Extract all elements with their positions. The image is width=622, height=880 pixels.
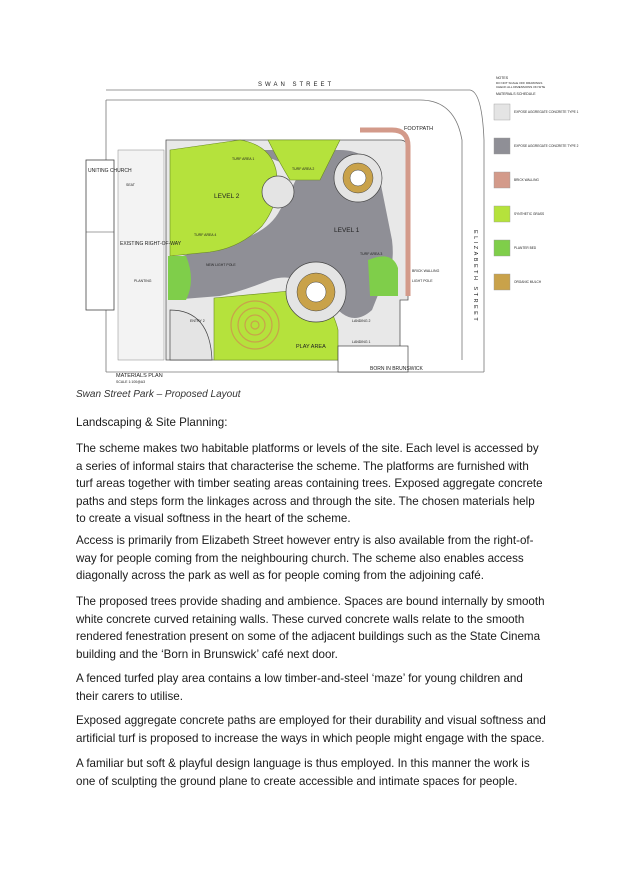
legend-label: EXPOSE AGGREGATE CONCRETE TYPE 2: [514, 144, 579, 148]
legend-label: BRICK WALLING: [514, 178, 539, 182]
turf-area-4-label: TURF AREA 4: [194, 233, 217, 237]
legend-swatch: [494, 274, 510, 290]
turf-area-3-label: TURF AREA 3: [360, 252, 383, 256]
paragraph-access: Access is primarily from Elizabeth Street however entry is also available from the right-of-way for people coming from the neighbouring church. The scheme also enables access diagonally across the park as well as for people coming from the adjoining café.: [76, 534, 534, 582]
legend-note-1: DO NOT SCALE OFF DRAWINGS: [496, 81, 543, 85]
legend-swatch: [494, 138, 510, 154]
legend-label: SYNTHETIC GRASS: [514, 212, 545, 216]
uniting-church-label: UNITING CHURCH: [88, 168, 132, 174]
born-in-brunswick-label: BORN IN BRUNSWICK: [370, 366, 423, 372]
legend-note-2: CHECK ALL DIMENSIONS ON SITE: [496, 85, 546, 89]
paragraph-platforms: The scheme makes two habitable platforms or levels of the site. Each level is accessed by a series of informal stairs that characterise the scheme. The platforms are furnished with turf areas together with timber seating areas containing trees. Exposed aggregate concrete paths and steps form the linkages across and through the site. The chosen materials help to create a visual softness in the heart of the scheme.: [76, 442, 543, 525]
turf-area-1-label: TURF AREA 1: [232, 157, 255, 161]
legend-label: PLANTER BED: [514, 246, 537, 250]
legend-label: EXPOSE AGGREGATE CONCRETE TYPE 1: [514, 110, 579, 114]
materials-plan-drawing: [0, 0, 622, 392]
legend-schedule-title: MATERIALS SCHEDULE: [496, 92, 536, 96]
paragraph-play-area: A fenced turfed play area contains a low timber-and-steel ‘maze’ for young children and their carers to utilise.: [76, 672, 523, 703]
legend-notes-title: NOTES: [496, 76, 509, 80]
elizabeth-street-label: ELIZABETH STREET: [472, 230, 478, 324]
turf-area-2-label: TURF AREA 2: [292, 167, 315, 171]
new-light-pole-label: NEW LIGHT POLE: [206, 263, 236, 267]
materials-legend: [494, 76, 579, 290]
tree-seat-top: [334, 154, 382, 202]
materials-plan-label: MATERIALS PLAN: [116, 373, 163, 379]
footpath-label: FOOTPATH: [404, 126, 434, 132]
legend-swatch: [494, 240, 510, 256]
level-1-label: LEVEL 1: [334, 227, 360, 234]
level-2-label: LEVEL 2: [214, 193, 240, 200]
planting-label: PLANTING: [134, 279, 152, 283]
paragraph-trees: The proposed trees provide shading and ambience. Spaces are bound internally by smooth white concrete curved retaining walls. These curved concrete walls relate to the smooth rendered fenestration present on some of the adjacent buildings such as the State Cinema building and the ‘Born in Brunswick’ café next door.: [76, 595, 545, 661]
light-pole-label: LIGHT POLE: [412, 279, 433, 283]
section-heading: Landscaping & Site Planning:: [76, 416, 228, 429]
paragraph-design-language: A familiar but soft & playful design language is thus employed. In this manner the work is one of sculpting the ground plane to create accessible and intimate spaces for people.: [76, 757, 530, 788]
planter-bed-left: [168, 256, 191, 300]
figure-caption: Swan Street Park – Proposed Layout: [76, 389, 241, 400]
entry-2-label: ENTRY 2: [190, 319, 205, 323]
right-of-way-strip: [118, 150, 164, 360]
play-area-label: PLAY AREA: [296, 344, 326, 350]
seat-label: SEAT: [126, 183, 135, 187]
planter-bed-right: [368, 256, 398, 296]
legend-label: ORGANIC MULCH: [514, 280, 542, 284]
legend-swatch: [494, 206, 510, 222]
tree-circle-level-2: [262, 176, 294, 208]
swan-street-label: SWAN STREET: [258, 82, 335, 88]
landing-2-label: LANDING 2: [352, 319, 371, 323]
brick-walling-label: BRICK WALLING: [412, 269, 440, 273]
uniting-church-building: [86, 160, 114, 310]
right-of-way-label: EXISTING RIGHT-OF-WAY: [120, 241, 182, 247]
landing-1-label: LANDING 1: [352, 340, 371, 344]
legend-swatch: [494, 172, 510, 188]
scale-label: SCALE 1:100@A3: [116, 380, 146, 384]
paragraph-materials: Exposed aggregate concrete paths are employed for their durability and visual softness and artificial turf is proposed to increase the ways in which people might engage with the space.: [76, 714, 546, 745]
legend-swatch: [494, 104, 510, 120]
tree-seat-middle: [286, 262, 346, 322]
